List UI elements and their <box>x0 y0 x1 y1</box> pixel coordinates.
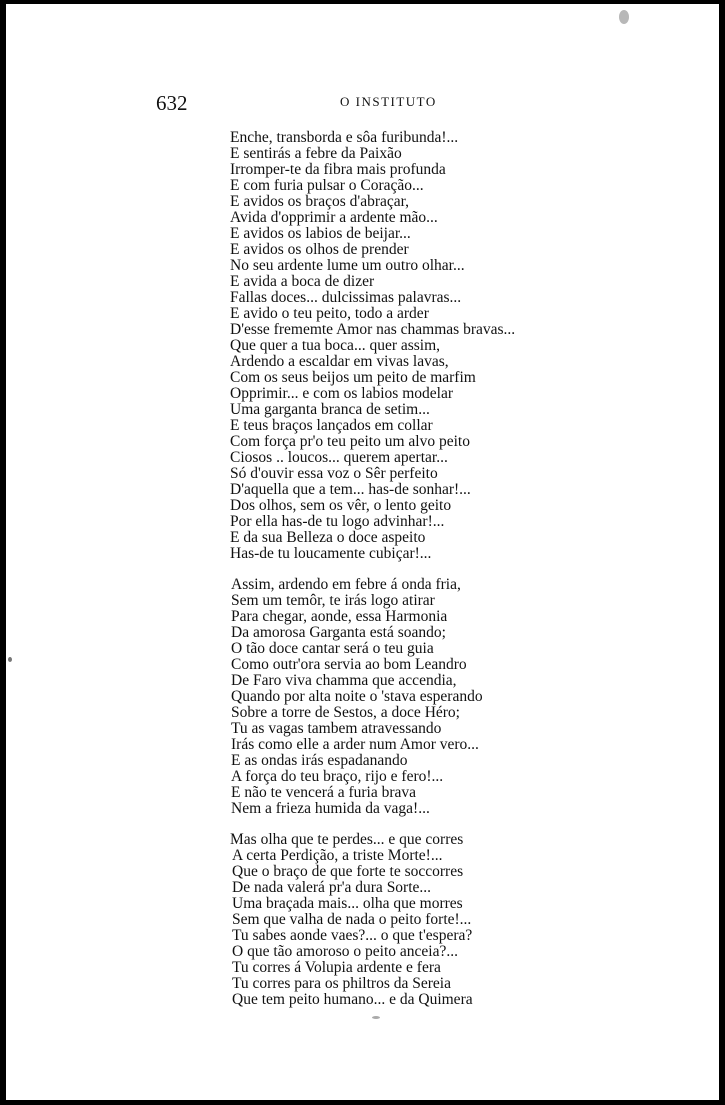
poem-line: Que quer a tua boca... quer assim, <box>230 337 441 354</box>
poem-line: Has-de tu loucamente cubiçar!... <box>230 545 432 562</box>
poem-line: Por ella has-de tu logo advinhar!... <box>230 513 445 530</box>
poem-line: Só d'ouvir essa voz o Sêr perfeito <box>230 465 438 482</box>
poem-line: Tu corres á Volupia ardente e fera <box>232 959 441 976</box>
poem-line: Sobre a torre de Sestos, a doce Héro; <box>231 704 460 721</box>
poem-line: Que tem peito humano... e da Quimera <box>232 991 473 1008</box>
poem-line: Assim, ardendo em febre á onda fria, <box>231 576 461 593</box>
poem-line: Irás como elle a arder num Amor vero... <box>231 736 479 753</box>
poem-line: Irromper-te da fibra mais profunda <box>230 161 446 178</box>
book-page <box>6 4 719 1100</box>
poem-line: Uma garganta branca de setim... <box>230 401 430 418</box>
poem-line: Ardendo a escaldar em vivas lavas, <box>230 353 449 370</box>
page-number: 632 <box>156 91 188 115</box>
poem-line: Dos olhos, sem os vêr, o lento geito <box>230 497 452 514</box>
poem-line: Que o braço de que forte te soccorres <box>232 863 464 880</box>
poem-line: E com furia pulsar o Coração... <box>230 177 424 194</box>
poem-line: E da sua Belleza o doce aspeito <box>230 529 426 546</box>
poem-line: E avido o teu peito, todo a arder <box>230 305 429 322</box>
poem-line: E as ondas irás espadanando <box>231 752 408 769</box>
poem-line: Enche, transborda e sôa furibunda!... <box>230 129 459 146</box>
poem-line: Quando por alta noite o 'stava esperando <box>231 688 483 705</box>
poem-line: De nada valerá pr'a dura Sorte... <box>232 879 432 896</box>
poem-line: E avidos os olhos de prender <box>230 241 409 258</box>
poem-line: E avidos os braços d'abraçar, <box>230 193 410 210</box>
poem-line: Uma braçada mais... olha que morres <box>232 895 463 912</box>
poem-line: O que tão amoroso o peito anceia?... <box>232 943 458 960</box>
poem-line: E não te vencerá a furia brava <box>231 784 417 801</box>
poem-line: D'esse frememte Amor nas chammas bravas... <box>230 321 516 338</box>
poem-line: A certa Perdição, a triste Morte!... <box>232 847 443 864</box>
scan-speck <box>619 10 629 24</box>
poem-line: Nem a frieza humida da vaga!... <box>231 800 430 817</box>
poem-line: Com força pr'o teu peito um alvo peito <box>230 433 470 450</box>
poem-line: Sem que valha de nada o peito forte!... <box>232 911 472 928</box>
poem-line: No seu ardente lume um outro olhar... <box>230 257 465 274</box>
poem-line: Tu as vagas tambem atravessando <box>231 720 442 737</box>
poem-line: De Faro viva chamma que accendia, <box>231 672 457 689</box>
poem-line: Ciosos .. loucos... querem apertar... <box>230 449 448 466</box>
poem-line: Com os seus beijos um peito de marfim <box>230 369 476 386</box>
poem-line: Tu corres para os philtros da Sereia <box>232 975 451 992</box>
poem-line: A força do teu braço, rijo e fero!... <box>231 768 444 785</box>
poem-line: E teus braços lançados em collar <box>230 417 433 434</box>
scan-speck <box>372 1016 380 1019</box>
poem-line: D'aquella que a tem... has-de sonhar!... <box>230 481 471 498</box>
scan-speck <box>8 657 12 662</box>
poem-line: Mas olha que te perdes... e que corres <box>230 831 464 848</box>
poem-line: Opprimir... e com os labios modelar <box>230 385 453 402</box>
poem-line: Avida d'opprimir a ardente mão... <box>230 209 438 226</box>
poem-line: Sem um temôr, te irás logo atirar <box>231 592 435 609</box>
poem-line: Para chegar, aonde, essa Harmonia <box>231 608 448 625</box>
running-title: O INSTITUTO <box>340 94 437 109</box>
poem-line: E avida a boca de dizer <box>230 273 375 290</box>
poem-line: Da amorosa Garganta está soando; <box>231 624 446 641</box>
poem-line: Fallas doces... dulcissimas palavras... <box>230 289 462 306</box>
poem-line: Como outr'ora servia ao bom Leandro <box>231 656 467 673</box>
poem-line: O tão doce cantar será o teu guia <box>231 640 434 657</box>
poem-line: Tu sabes aonde vaes?... o que t'espera? <box>232 927 473 944</box>
poem-line: E avidos os labios de beijar... <box>230 225 411 242</box>
poem-line: E sentirás a febre da Paixão <box>230 145 402 162</box>
